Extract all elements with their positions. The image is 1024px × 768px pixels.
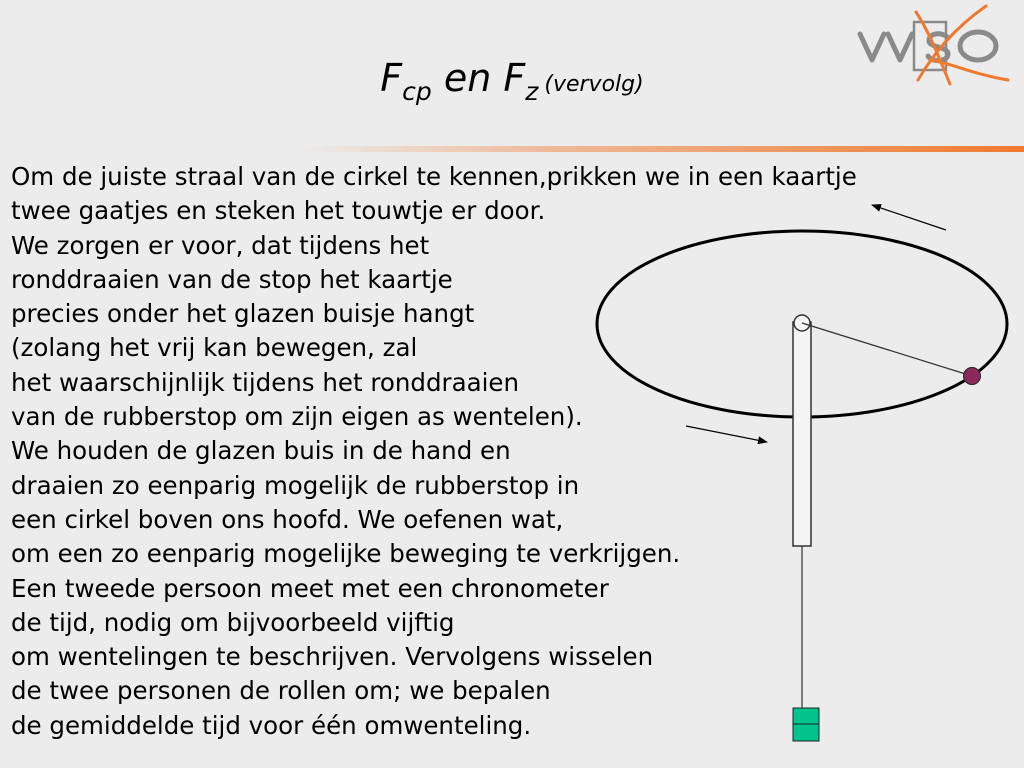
- body-line: de twee personen de rollen om; we bepalen: [11, 676, 551, 706]
- body-text: [11, 160, 1021, 743]
- body-line: (zolang het vrij kan bewegen, zal: [11, 333, 418, 363]
- body-line: de tijd, nodig om bijvoorbeeld vijftig: [11, 607, 455, 637]
- body-line: Om de juiste straal van de cirkel te kennen,prikken we in een kaartje: [11, 162, 857, 191]
- slide-title: [0, 56, 1024, 106]
- body-line: ronddraaien van de stop het kaartje: [11, 264, 453, 294]
- svg-text:VVKSO: VVKSO: [937, 90, 941, 91]
- body-line: draaien zo eenparig mogelijk de rubberstop in: [11, 470, 580, 500]
- body-line: We zorgen er voor, dat tijdens het: [11, 230, 430, 260]
- body-line: de gemiddelde tijd voor één omwenteling.: [11, 710, 532, 740]
- title-continued-label: (vervolg): [544, 72, 644, 97]
- body-line: We houden de glazen buis in de hand en: [11, 436, 511, 466]
- body-line: Een tweede persoon meet met een chronometer: [11, 573, 609, 603]
- header-divider: [300, 146, 1024, 152]
- body-line: twee gaatjes en steken het touwtje er door.: [11, 196, 546, 226]
- body-line: om een zo eenparig mogelijke beweging te verkrijgen.: [11, 539, 681, 569]
- title-f-z: F: [503, 56, 526, 100]
- title-conjunction: en: [431, 56, 504, 100]
- title-f-cp: F: [380, 56, 403, 100]
- body-line: precies onder het glazen buisje hangt: [11, 299, 475, 329]
- body-line: het waarschijnlijk tijdens het ronddraaien: [11, 367, 520, 397]
- body-line: om wentelingen te beschrijven. Vervolgens wisselen: [11, 642, 654, 672]
- body-line: een cirkel boven ons hoofd. We oefenen wat,: [11, 504, 564, 534]
- body-line: van de rubberstop om zijn eigen as wentelen).: [11, 402, 583, 432]
- title-subscript-cp: cp: [402, 77, 432, 106]
- title-subscript-z: z: [525, 77, 539, 106]
